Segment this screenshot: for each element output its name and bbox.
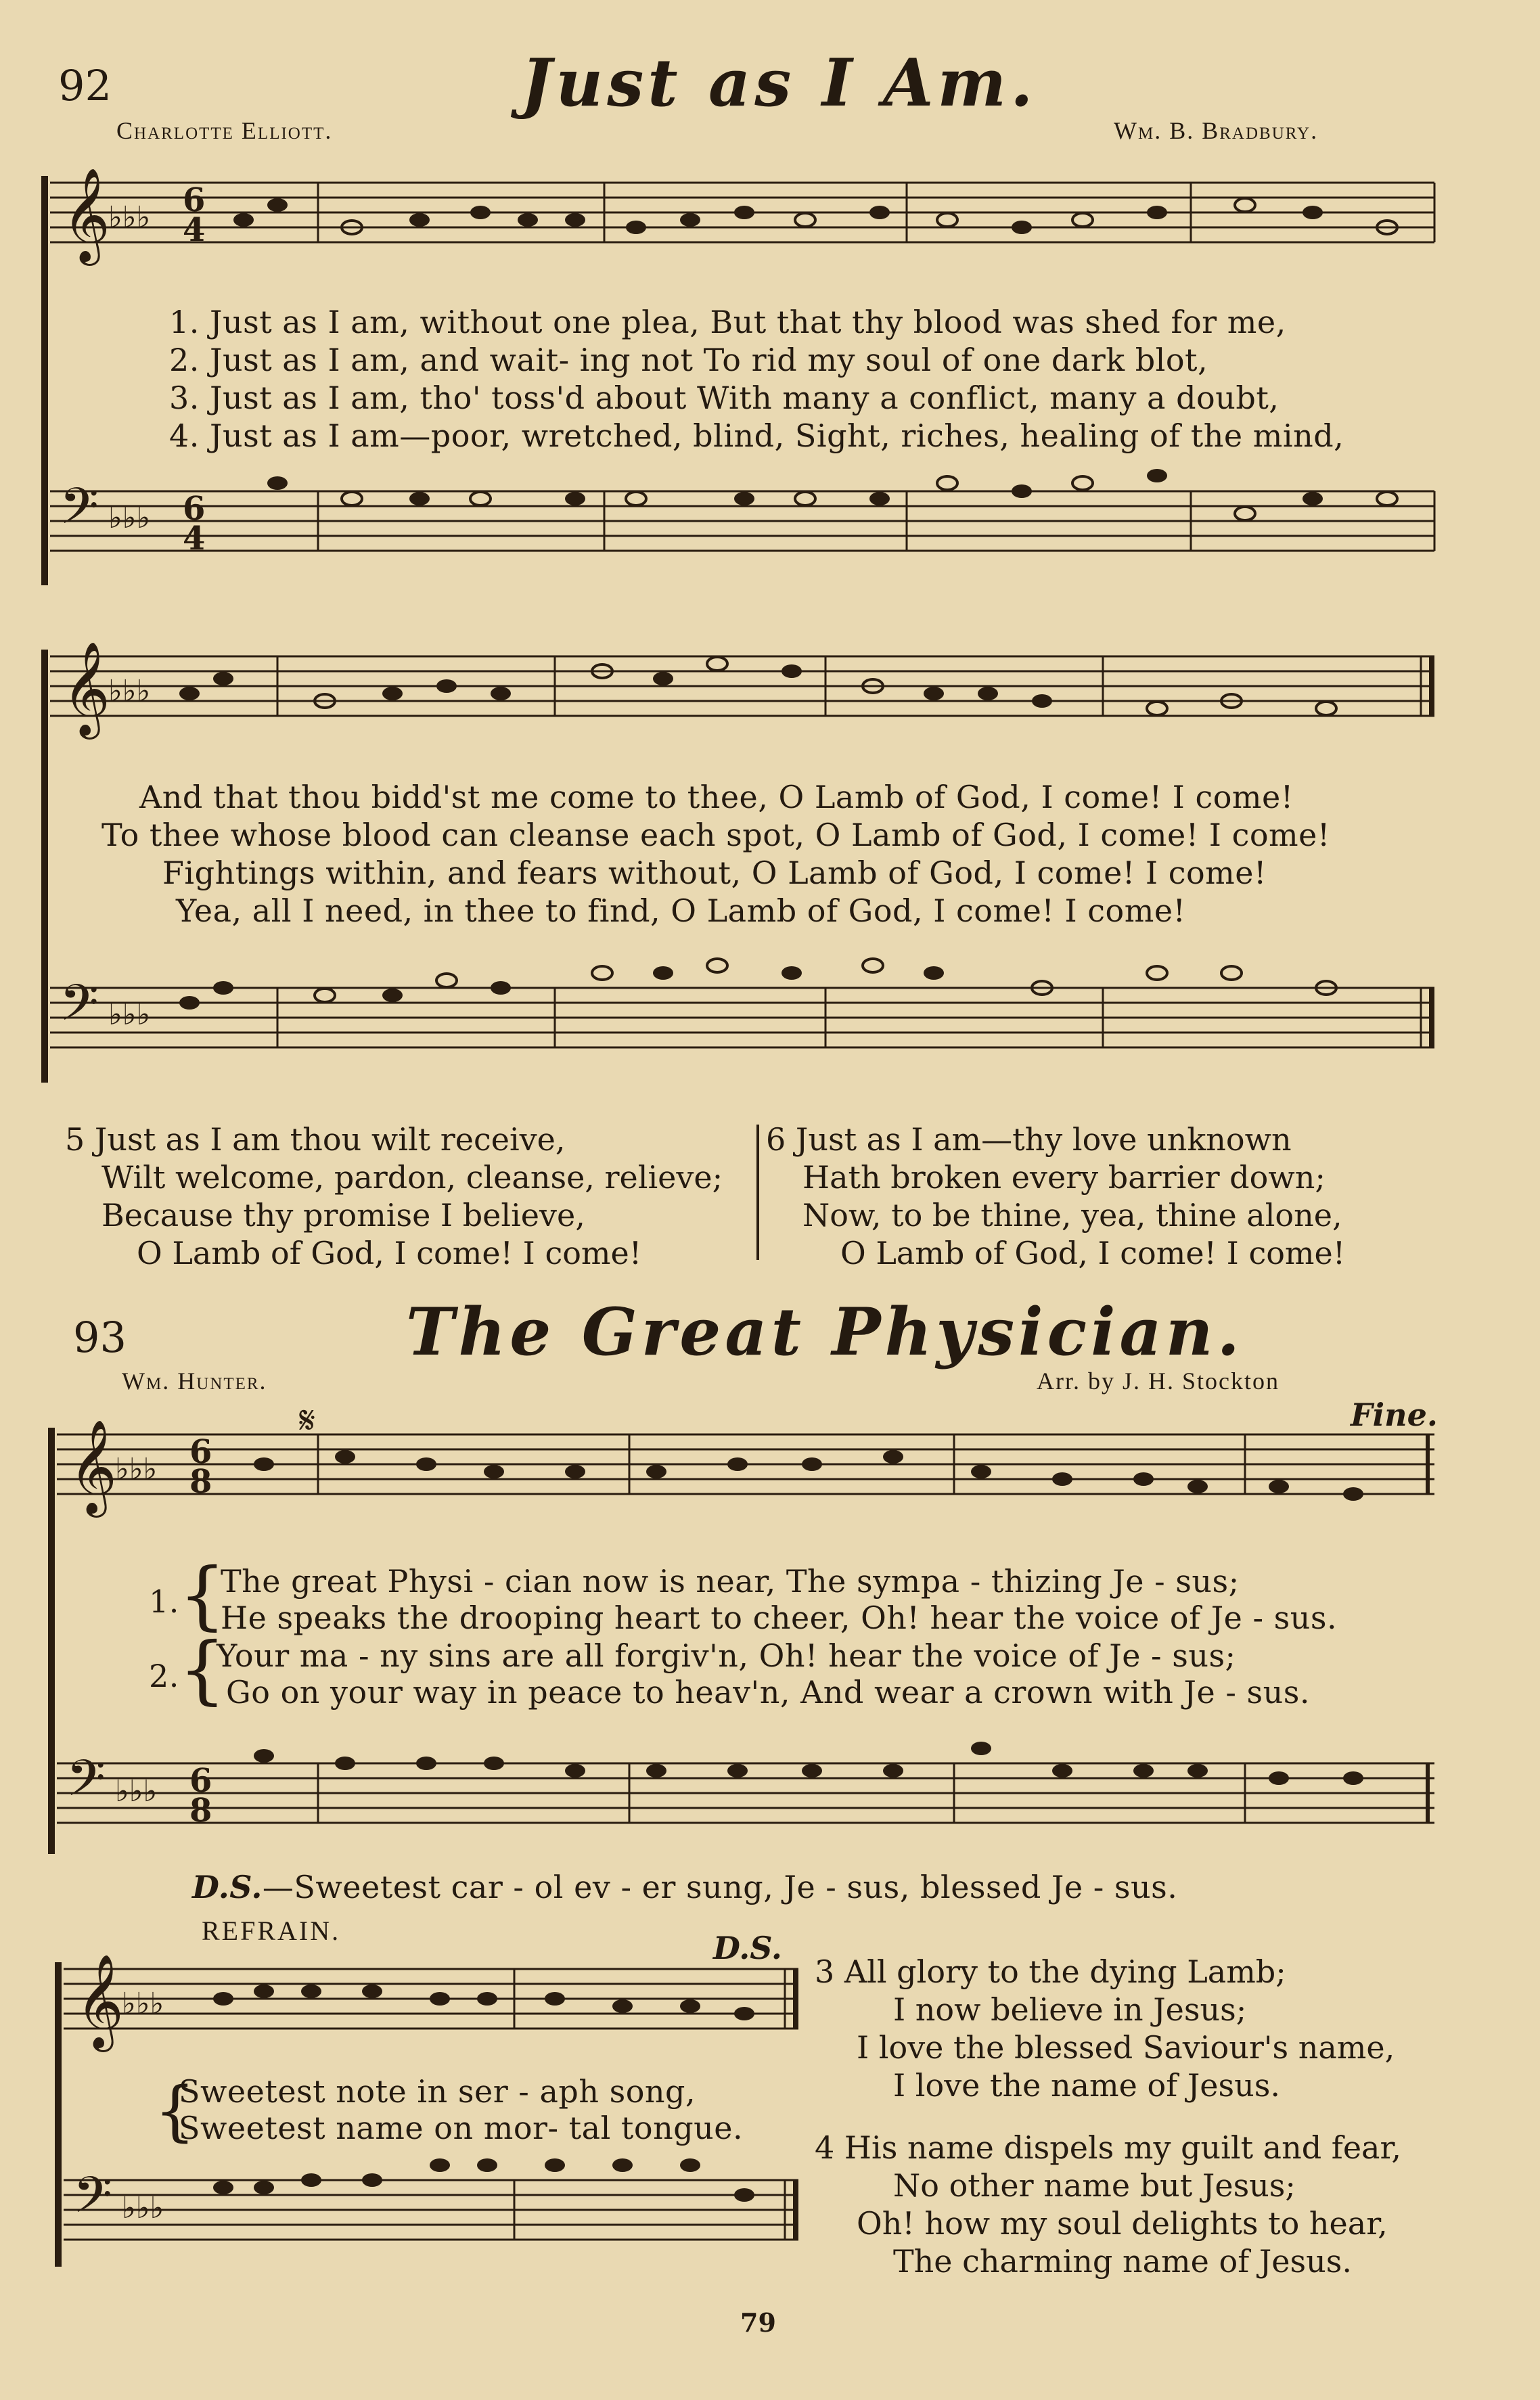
hymn-92-stanza-6: 6 Just as I am—thy love unknown Hath broken every barrier down; Now, to be thine, yea, thine alone, O Lamb of God, I come! I come!	[766, 1121, 1346, 1271]
svg-text:6: 6	[189, 1762, 212, 1800]
svg-text:♭♭♭: ♭♭♭	[122, 2191, 164, 2225]
hymn-93-stanza-4: 4 His name dispels my guilt and fear, No other name but Jesus; Oh! how my soul delights to hear, The charming name of Jesus.	[815, 2129, 1402, 2280]
refrain-ds-marker: D.S.	[713, 1930, 782, 1966]
hymn-92-stanza-5: 5 Just as I am thou wilt receive, Wilt welcome, pardon, cleanse, relieve; Because thy promise I believe, O Lamb of God, I come! I come!	[65, 1121, 723, 1271]
svg-text:♭♭♭: ♭♭♭	[108, 674, 151, 708]
hymn-92-title: Just as I Am.	[521, 45, 1037, 121]
hymn-93-title: The Great Physician.	[406, 1294, 1244, 1370]
hymn-92-verses-line2: And that thou bidd'st me come to thee, O Lamb of God, I come! I come! To thee whose blood can cleanse each spot, O Lamb of God, I come! I come! Fightings within, and fears without, O Lamb of God, I come! I come! Yea, all I need, in thee to find, O Lamb of God, I come! I come!	[101, 779, 1330, 929]
svg-text:𝄞: 𝄞	[69, 1420, 117, 1514]
svg-text:♭♭♭: ♭♭♭	[115, 1774, 158, 1809]
hymn-93-stanza-3: 3 All glory to the dying Lamb; I now believe in Jesus; I love the blessed Saviour's name, I love the name of Jesus.	[815, 1953, 1395, 2104]
svg-text:6: 6	[189, 1433, 212, 1471]
bass-clef-icon: 𝄢	[60, 477, 99, 548]
hymn-93-author: Wm. Hunter.	[122, 1367, 267, 1395]
page-number: 79	[740, 2307, 776, 2338]
hymn-92-number: 92	[58, 61, 112, 110]
time-sig-bottom: 4	[183, 211, 206, 249]
svg-text:4: 4	[183, 520, 206, 558]
svg-text:𝄢: 𝄢	[66, 1749, 106, 1820]
treble-clef-icon: 𝄞	[62, 168, 110, 262]
svg-text:𝄞: 𝄞	[76, 1954, 124, 2048]
svg-text:♭♭♭: ♭♭♭	[108, 200, 151, 235]
fine-marker: Fine.	[1351, 1397, 1438, 1433]
time-sig-top: 6	[183, 181, 206, 219]
svg-text:6: 6	[183, 490, 206, 528]
hymn-92-verses-line1: 1. Just as I am, without one plea, But that thy blood was shed for me, 2. Just as I am, and wait- ing not To rid my soul of one dark blot, 3. Just as I am, tho' toss'd about With many a conflict, many a doubt, 4. Just as I am—poor, wretched, blind, Sight, riches, healing of the mind,	[169, 304, 1344, 454]
svg-text:𝄢: 𝄢	[60, 974, 99, 1045]
svg-text:8: 8	[189, 1463, 212, 1501]
svg-text:8: 8	[189, 1792, 212, 1830]
hymnal-page: 92 Just as I Am. Charlotte Elliott. Wm. B. Bradbury. 𝄞 𝄢 ♭♭♭ ♭♭♭ 6 4 6 4 1. Just as I am, without one plea, But that thy blood was shed for me, 2. Just as I am, and wait- ing not To rid my soul of one dark blot, 3. Just as I am, tho' toss'd about With many a conflict, many a doubt, 4. Just as I am—poor, wretched, blind, Sight, riches, healing of the mind, 𝄞 𝄢 ♭♭♭ ♭♭♭ And that thou bidd'st me come to thee, O Lamb of God, I come! I come! To thee whose blood can cleanse each spot, O Lamb of God, I come! I come! Fightings within, and fears without, O Lamb of God, I come! I come! Yea, all I need, in thee to find, O Lamb of God, I come! I come! 5 Just as I am thou wilt receive, Wilt welcome, pardon, cleanse, relieve; Because thy promise I believe, O Lamb of God, I come! I come! 6 Just as I am—thy love unknown Hath broken every barrier down; Now, to be thine, yea, thine alone, O Lamb of God, I come! I come! 93 The Great Physician. Wm. Hunter. Arr. by J. H. Stockton Fine. 𝄞 𝄢 ♭♭♭ ♭♭♭ 6 8 6 8 𝄋 1. { The great Physi - cian now is near, The sympa - thizing Je - sus; He speaks the drooping heart to cheer, Oh! hear the voice of Je - sus. 2. { Your ma - ny sins are all forgiv'n, Oh! hear the voice of Je - sus; Go on your way in peace to heav'n, And wear a crown with Je - sus. D.S.—Sweetest car - ol ev - er sung, Je - sus, blessed Je - sus. REFRAIN. D.S. 𝄞 𝄢 ♭♭♭ ♭♭♭ { Sweetest note in ser - aph song, Sweetest name on mor- tal tongue. 3 All glory to the dying Lamb; I now believe in Jesus; I love the blessed Saviour's name, I love the name of Jesus. 4 His name dispels my guilt and fear, No other name but Jesus; Oh! how my soul delights to hear, The charming name of Jesus. 79	[0, 0, 1540, 2400]
svg-text:𝄢: 𝄢	[73, 2166, 112, 2237]
ds-line: D.S.—Sweetest car - ol ev - er sung, Je - sus, blessed Je - sus.	[192, 1869, 1178, 1905]
hymn-92-composer: Wm. B. Bradbury.	[1114, 117, 1319, 144]
svg-text:♭♭♭: ♭♭♭	[122, 1987, 164, 2021]
hymn-93-arranger: Arr. by J. H. Stockton	[1037, 1367, 1279, 1395]
hymn-92-author: Charlotte Elliott.	[116, 117, 333, 144]
refrain-label: REFRAIN.	[202, 1916, 341, 1946]
svg-text:♭♭♭: ♭♭♭	[115, 1452, 158, 1487]
segno-icon: 𝄋	[299, 1399, 316, 1443]
svg-text:𝄞: 𝄞	[62, 641, 110, 735]
svg-text:♭♭♭: ♭♭♭	[108, 501, 151, 535]
stanza-divider	[756, 1125, 759, 1260]
svg-text:♭♭♭: ♭♭♭	[108, 997, 151, 1032]
hymn-93-number: 93	[73, 1313, 127, 1362]
